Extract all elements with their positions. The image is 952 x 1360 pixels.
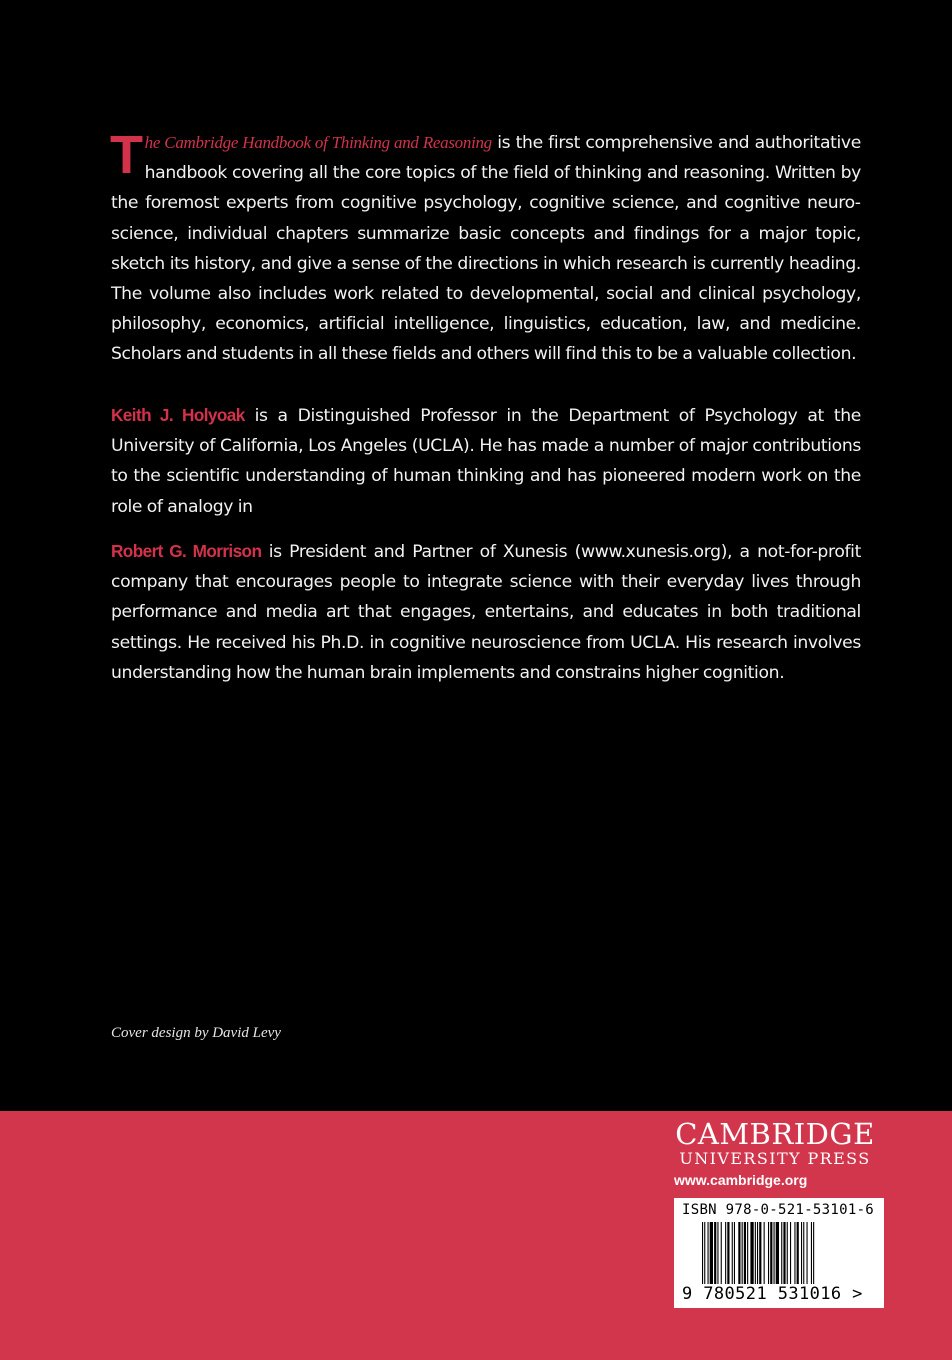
- publisher-name: CAMBRIDGE: [675, 1117, 875, 1151]
- publisher-logo: [670, 1117, 880, 1169]
- author-bio-holyoak: [111, 400, 861, 522]
- barcode-bar: [801, 1222, 802, 1284]
- author-bio-text: is a Distinguished Professor in the Department of Psychology at the University of California, Los Angeles (UCLA). He has made a number of major contributions to the scientific understanding of human thinking and has pioneered modern work on the role of analogy in: [111, 406, 861, 517]
- barcode-bar: [704, 1222, 705, 1284]
- barcode-bar: [768, 1222, 769, 1284]
- barcode-bar: [708, 1222, 709, 1284]
- publisher-subname: UNIVERSITY PRESS: [679, 1149, 871, 1168]
- author-bio-morrison: [111, 536, 861, 688]
- barcode-bar: [774, 1222, 775, 1284]
- barcode-bar: [714, 1222, 716, 1284]
- barcode-bar: [797, 1222, 799, 1284]
- barcode-bar: [757, 1222, 758, 1284]
- barcode-bar: [813, 1222, 814, 1284]
- barcode-bar: [764, 1222, 765, 1284]
- barcode-bar: [750, 1222, 753, 1284]
- drop-cap: T: [110, 125, 143, 185]
- barcode-bar: [727, 1222, 729, 1284]
- book-title: he Cambridge Handbook of Thinking and Reasoning: [144, 133, 492, 152]
- barcode-bar: [811, 1222, 812, 1284]
- barcode-bar: [803, 1222, 804, 1284]
- author-name: Robert G. Morrison: [111, 541, 262, 561]
- barcode-bar: [783, 1222, 785, 1284]
- barcode-bar: [744, 1222, 746, 1284]
- barcode-bar: [781, 1222, 782, 1284]
- barcode-bar: [747, 1222, 748, 1284]
- barcode-bar: [807, 1222, 808, 1284]
- publisher-website: www.cambridge.org: [674, 1172, 808, 1188]
- cover-design-credit: Cover design by David Levy: [111, 1025, 281, 1041]
- barcode-bar: [794, 1222, 795, 1284]
- author-name: Keith J. Holyoak: [111, 405, 245, 425]
- book-description: [110, 125, 861, 370]
- isbn-label: ISBN 978-0-521-53101-6: [682, 1202, 875, 1218]
- description-text: is the first comprehensive and authoritative handbook covering all the core topics of the field of thinking and reasoning. Written by the foremost experts from cognitive psychology, cognitive science, and cognitive neuroscience, individual chapters summarize basic concepts and findings for a major topic, sketch its history, and give a sense of the directions in which research is currently heading. The volume also includes work related to developmental, social and clinical psychology, philosophy, economics, artificial intelligence, linguistics, education, law, and medicine. Scholars and students in all these fields and others will find this to be a valuable collection.: [111, 133, 861, 365]
- barcode-bar: [702, 1222, 703, 1284]
- barcode-bar: [710, 1222, 713, 1284]
- barcode-bar: [759, 1222, 761, 1284]
- barcode-bar: [725, 1222, 726, 1284]
- barcode-bar: [732, 1222, 733, 1284]
- barcode-bar: [734, 1222, 735, 1284]
- barcode-bar: [787, 1222, 788, 1284]
- barcode-bar: [721, 1222, 722, 1284]
- barcode: [674, 1198, 884, 1308]
- barcode-bar: [790, 1222, 791, 1284]
- barcode-bars: [702, 1222, 860, 1284]
- barcode-bar: [755, 1222, 756, 1284]
- barcode-bar: [770, 1222, 772, 1284]
- barcode-digits: 9 780521 531016 >: [682, 1284, 863, 1304]
- barcode-bar: [738, 1222, 740, 1284]
- barcode-bar: [776, 1222, 779, 1284]
- barcode-bar: [717, 1222, 718, 1284]
- author-bio-text: is President and Partner of Xunesis (www.xunesis.org), a not-for-profit company that encourages people to integrate science with their everyday lives through performance and media art that engages, entertains, and educates in both traditional settings. He received his Ph.D. in cognitive neuroscience from UCLA. His research involves understanding how the human brain implements and constrains higher cognition.: [111, 542, 861, 683]
- barcode-bar: [742, 1222, 743, 1284]
